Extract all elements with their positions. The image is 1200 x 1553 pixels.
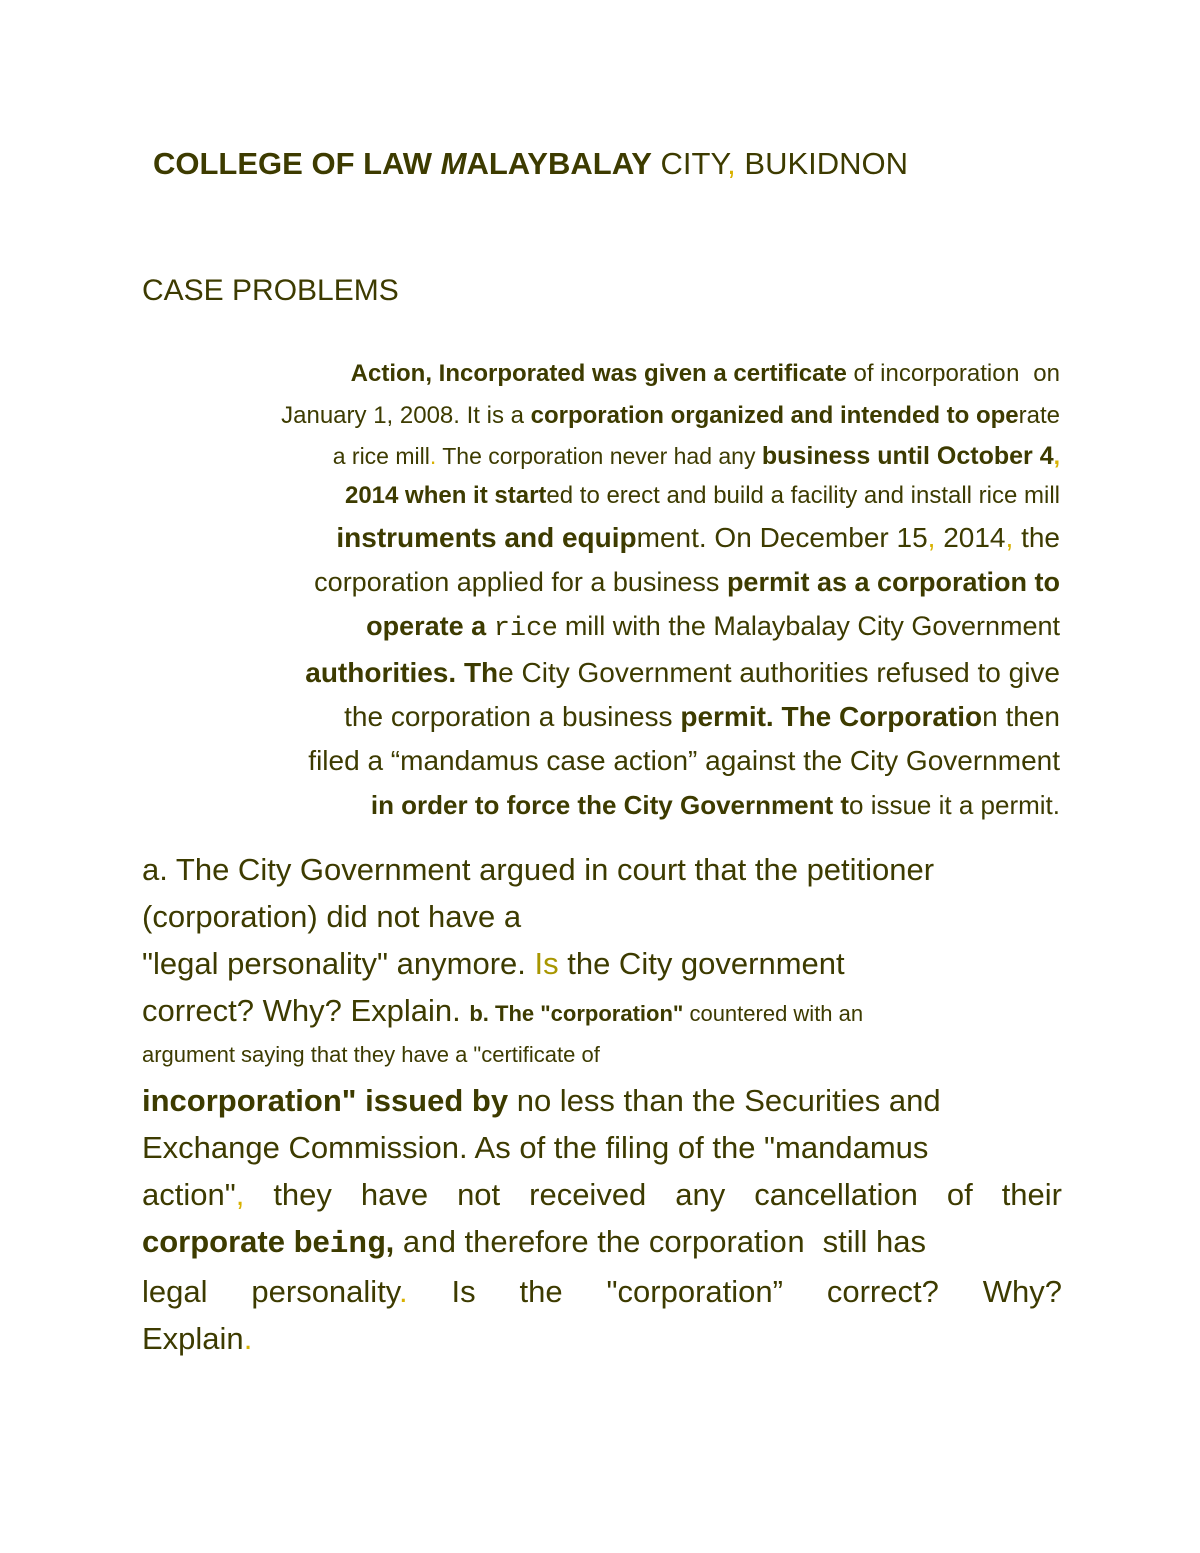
title-city-name: ALAYBALAY	[466, 146, 652, 181]
title-province: BUKIDNON	[735, 146, 909, 181]
question-text: still has	[805, 1224, 927, 1259]
case-text: on	[1019, 360, 1060, 387]
question-line: Exchange Commission. As of the filing of the "mandamus	[142, 1130, 929, 1165]
question-line	[142, 940, 1062, 987]
question-word: legal	[142, 1274, 208, 1309]
question-line: (corporation) did not have a	[142, 899, 522, 934]
case-text: a rice mill	[332, 443, 430, 469]
case-text: e mill with the Malaybalay City Government	[542, 611, 1060, 641]
question-word: any	[675, 1177, 726, 1212]
case-text: rate	[1018, 402, 1060, 429]
case-line	[140, 604, 1060, 651]
case-text: the	[1013, 522, 1060, 553]
question-text: no less than the Securities and	[508, 1083, 941, 1118]
title-italic-letter: M	[440, 146, 467, 181]
case-text: operate a	[366, 611, 494, 641]
case-line	[140, 436, 1060, 476]
question-word: cancellation	[754, 1177, 918, 1212]
question-line: argument saying that they have a "certificate of	[142, 1042, 600, 1067]
question-text: "legal personality" anymore.	[142, 946, 535, 981]
case-text: n	[1005, 362, 1020, 389]
case-text: ,	[927, 522, 936, 553]
question-line	[142, 1218, 1062, 1268]
document-title	[153, 142, 908, 186]
question-line	[142, 1315, 1062, 1362]
question-word: have	[360, 1177, 429, 1212]
title-college: COLLEGE OF LAW	[153, 146, 441, 181]
case-text: ,	[1005, 522, 1014, 553]
case-text: ment. On December 15	[636, 522, 928, 553]
case-text: in order to force the City Government t	[370, 790, 850, 820]
case-text: January 1, 2008. It is a	[281, 402, 531, 429]
case-line	[140, 396, 1060, 436]
question-text: Explain	[142, 1321, 244, 1356]
question-word: received	[529, 1177, 647, 1212]
question-word: Why?	[982, 1274, 1062, 1309]
question-text: countered with an	[683, 1001, 864, 1026]
case-text: corporation organized and intended to ope	[530, 402, 1019, 429]
question-text: corporate be	[142, 1224, 330, 1259]
question-text: the City government	[558, 946, 845, 981]
question-text: Is	[534, 946, 559, 981]
case-text: permit as a corporation to	[726, 567, 1060, 597]
question-word: correct?	[826, 1274, 939, 1309]
question-word: their	[1001, 1177, 1062, 1212]
question-text: .	[243, 1321, 253, 1356]
questions-block	[142, 846, 1062, 1362]
case-text: ric	[493, 614, 543, 644]
question-word: the	[519, 1274, 563, 1309]
question-word: Is	[451, 1274, 476, 1309]
question-text: a	[394, 1224, 421, 1259]
question-line	[142, 1268, 1062, 1315]
case-paragraph	[140, 354, 1060, 827]
case-text: authorities. Th	[305, 657, 499, 688]
case-text: 2014 when it start	[344, 482, 547, 509]
case-text: the corporation a business	[344, 701, 681, 732]
case-text: ,	[1053, 443, 1060, 469]
question-word: they	[273, 1177, 332, 1212]
question-text: n	[786, 1227, 806, 1262]
question-text: incorporation" issued by	[142, 1083, 509, 1118]
case-line: filed a “mandamus case action” against the City Government	[308, 745, 1060, 776]
question-text: ing	[329, 1227, 386, 1262]
case-text: e City Government authorities refused to give	[498, 657, 1060, 688]
case-line	[140, 476, 1060, 516]
title-city: CITY	[651, 146, 728, 181]
question-text: b. The "corporation"	[469, 1001, 684, 1026]
case-line	[140, 695, 1060, 739]
question-word: "corporation”	[606, 1274, 783, 1309]
question-line	[142, 1077, 1062, 1124]
question-text: correct? Why? Explain.	[142, 993, 470, 1028]
question-text: n	[420, 1227, 439, 1262]
case-line	[140, 516, 1060, 560]
case-text: 2014	[935, 522, 1006, 553]
question-word: of	[946, 1177, 973, 1212]
case-text: o issue it a permit.	[849, 790, 1060, 820]
question-text: ,	[385, 1224, 395, 1259]
case-text: The corporation never had any	[436, 443, 762, 469]
case-line	[140, 560, 1060, 604]
case-text: Action, Incorporated was given a certificate	[350, 360, 847, 387]
case-text: corporation applied for a business	[314, 567, 727, 597]
case-text: permit. The Corporatio	[680, 701, 983, 732]
question-text: d therefore the corporatio	[438, 1224, 787, 1259]
case-line	[140, 783, 1060, 827]
question-word: personality.	[251, 1274, 408, 1309]
question-word: not	[457, 1177, 501, 1212]
case-text: of incorporatio	[846, 360, 1006, 387]
section-heading: CASE PROBLEMS	[142, 274, 399, 307]
title-comma: ,	[727, 146, 736, 181]
question-line	[142, 1171, 1062, 1218]
case-text: .	[429, 443, 437, 469]
case-text: instruments and equip	[336, 522, 637, 553]
question-line: a. The City Government argued in court that the petitioner	[142, 852, 935, 887]
question-word: action",	[142, 1177, 245, 1212]
case-text: business until October 4	[761, 442, 1054, 470]
case-line	[140, 354, 1060, 396]
case-text: n then	[982, 701, 1060, 732]
case-line	[140, 651, 1060, 695]
question-line	[142, 987, 1062, 1037]
case-text: ed to erect and build a facility and install rice mill	[546, 482, 1060, 509]
